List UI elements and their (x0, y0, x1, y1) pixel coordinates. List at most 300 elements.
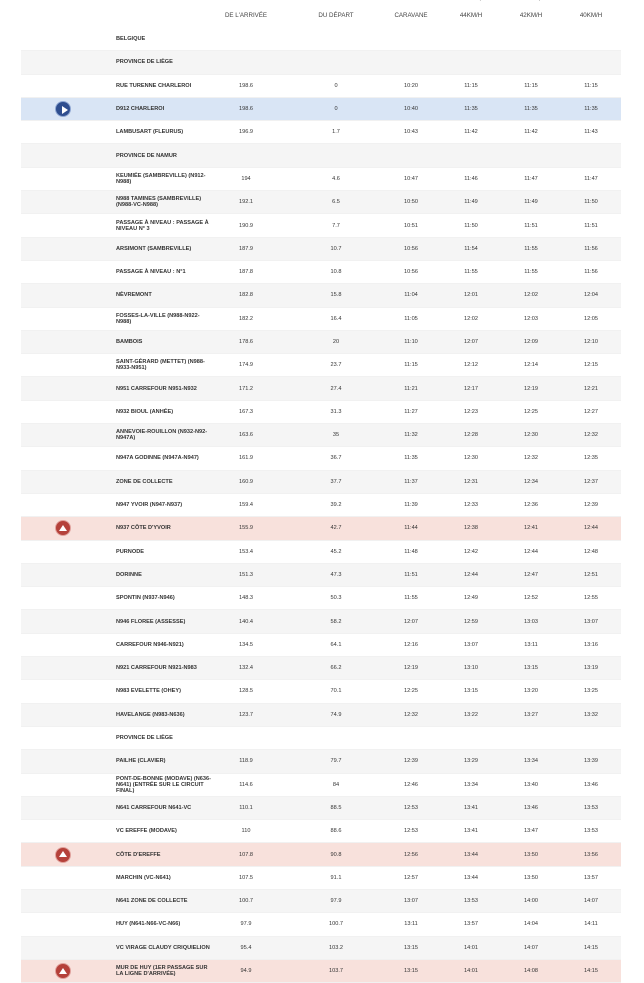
place-name: PROVINCE DE LIÈGE (116, 735, 173, 742)
time-44kmh: 12:12 (464, 362, 478, 369)
table-row (21, 820, 621, 843)
time-caravane: 11:35 (404, 455, 418, 462)
dist-depart: 103.2 (329, 944, 343, 951)
place-name: ANNEVOIE-ROUILLON (N932-N92-N947A) (116, 429, 208, 442)
dist-depart: 103.7 (329, 968, 343, 975)
time-40kmh: 12:32 (584, 432, 598, 439)
table-row (21, 354, 621, 377)
table-row (21, 890, 621, 913)
time-40kmh: 14:15 (584, 944, 598, 951)
dist-depart: 100.7 (329, 921, 343, 928)
dist-arrivee: 123.7 (239, 711, 253, 718)
time-caravane: 12:19 (404, 665, 418, 672)
time-44kmh: 11:46 (464, 175, 478, 182)
table-row (21, 774, 621, 797)
place-name: MUR DE HUY (1ER PASSAGE SUR LA LIGNE D'ARRIVÉE) (116, 965, 208, 978)
dist-arrivee (216, 51, 276, 73)
time-44kmh: 13:34 (464, 781, 478, 788)
time-40kmh: 11:50 (584, 199, 598, 206)
table-row (21, 424, 621, 447)
time-caravane: 10:20 (404, 82, 418, 89)
time-42kmh: 13:15 (524, 665, 538, 672)
col-44kmh-header: 44KM/H (459, 12, 483, 19)
place-name: N951 CARREFOUR N951-N932 (116, 385, 197, 392)
table-row (21, 144, 621, 167)
dist-arrivee: 160.9 (239, 478, 253, 485)
time-caravane: 10:47 (404, 175, 418, 182)
dist-depart: 97.9 (330, 898, 342, 905)
time-42kmh: 11:42 (524, 129, 538, 136)
time-caravane: 11:39 (404, 502, 418, 509)
time-caravane: 11:32 (404, 432, 418, 439)
place-name: N921 CARREFOUR N921-N983 (116, 665, 197, 672)
time-caravane: 12:07 (404, 618, 418, 625)
dist-depart: 10.8 (330, 269, 342, 276)
time-42kmh: 12:44 (524, 548, 538, 555)
time-44kmh: 11:42 (464, 129, 478, 136)
time-42kmh: 14:07 (524, 944, 538, 951)
dist-arrivee: 140.4 (239, 618, 253, 625)
dist-depart: 64.1 (330, 641, 342, 648)
time-44kmh: 12:17 (464, 385, 478, 392)
dist-depart: 31.3 (330, 408, 342, 415)
time-44kmh: 13:53 (464, 898, 478, 905)
time-40kmh: 12:27 (584, 408, 598, 415)
time-42kmh: 11:35 (524, 106, 538, 113)
time-40kmh: 12:04 (584, 292, 598, 299)
dist-depart: 0 (334, 106, 338, 113)
table-row (21, 51, 621, 74)
time-42kmh: 12:09 (524, 339, 538, 345)
dist-arrivee: 171.2 (239, 385, 253, 392)
time-40kmh: 12:51 (584, 571, 598, 578)
table-row (21, 238, 621, 261)
time-caravane: 11:48 (404, 548, 418, 555)
time-44kmh: 11:55 (464, 269, 478, 276)
table-row (21, 401, 621, 424)
col-42kmh-header: 42KM/H (519, 12, 543, 19)
time-caravane (381, 144, 441, 166)
place-name: N946 FLOREE (ASSESSE) (116, 618, 186, 625)
time-40kmh: 13:07 (584, 618, 598, 625)
dist-depart (306, 727, 366, 749)
time-40kmh: 12:10 (584, 339, 598, 345)
time-caravane: 11:55 (404, 595, 418, 602)
time-44kmh: 11:15 (464, 82, 478, 89)
time-caravane (381, 727, 441, 749)
time-40kmh (561, 51, 621, 73)
time-42kmh (501, 28, 561, 50)
time-caravane: 12:32 (404, 711, 418, 718)
timetable-rows (21, 28, 621, 983)
table-row (21, 680, 621, 703)
time-40kmh: 12:48 (584, 548, 598, 555)
dist-depart: 66.2 (330, 665, 342, 672)
time-40kmh: 11:43 (584, 129, 598, 136)
time-44kmh: 14:01 (464, 944, 478, 951)
time-40kmh: 12:21 (584, 385, 598, 392)
table-row (21, 587, 621, 610)
time-44kmh: 13:10 (464, 665, 478, 672)
place-name: HUY (N641-N66-VC-N66) (116, 921, 181, 928)
time-caravane: 10:40 (404, 106, 418, 113)
place-name: SAINT-GÉRARD (METTET) (N988-N933-N951) (116, 359, 205, 372)
time-42kmh: 13:40 (524, 781, 538, 788)
table-row (21, 191, 621, 214)
col-arrivee-header: DE L'ARRIVÉE (224, 12, 268, 19)
dist-depart: 39.2 (330, 502, 342, 509)
place-name: RUE TURENNE CHARLEROI (116, 82, 192, 89)
dist-depart (306, 144, 366, 166)
time-44kmh: 13:44 (464, 851, 478, 858)
time-42kmh: 14:08 (524, 968, 538, 975)
time-42kmh: 13:20 (524, 688, 538, 695)
dist-arrivee: 134.5 (239, 641, 253, 648)
time-44kmh: 12:44 (464, 571, 478, 578)
time-42kmh: 12:25 (524, 408, 538, 415)
place-name: N641 ZONE DE COLLECTE (116, 898, 188, 905)
time-44kmh: 13:57 (464, 921, 478, 928)
time-44kmh: 13:41 (464, 828, 478, 835)
dist-arrivee: 153.4 (239, 548, 253, 555)
dist-depart: 88.5 (330, 804, 342, 811)
time-caravane: 13:15 (404, 968, 418, 975)
table-row (21, 867, 621, 890)
time-40kmh: 14:07 (584, 898, 598, 905)
time-40kmh: 11:35 (584, 106, 598, 113)
dist-depart: 0 (334, 82, 338, 89)
dist-depart: 88.6 (330, 828, 342, 835)
time-42kmh: 13:34 (524, 758, 538, 765)
dist-depart: 70.1 (330, 688, 342, 695)
place-name: N983 EVELETTE (OHEY) (116, 688, 181, 695)
time-42kmh: 13:03 (524, 618, 538, 625)
place-name: SPONTIN (N937-N946) (116, 595, 175, 602)
time-caravane: 12:56 (404, 851, 418, 858)
dist-arrivee: 190.9 (239, 222, 253, 229)
dist-depart: 45.2 (330, 548, 342, 555)
place-name: KEUMIÉE (SAMBREVILLE) (N912-N988) (116, 172, 206, 185)
time-42kmh: 12:36 (524, 502, 538, 509)
dist-depart: 36.7 (330, 455, 342, 462)
time-44kmh: 12:33 (464, 502, 478, 509)
time-44kmh: 12:02 (464, 315, 478, 322)
dist-arrivee: 187.8 (239, 269, 253, 276)
place-name: MARCHIN (VC-N641) (116, 874, 171, 881)
dist-arrivee (216, 144, 276, 166)
place-name: VC VIRAGE CLAUDY CRIQUIELION (116, 944, 210, 951)
dist-depart: 35 (332, 432, 340, 439)
place-name: FOSSES-LA-VILLE (N988-N922-N988) (116, 312, 200, 325)
time-40kmh: 13:25 (584, 688, 598, 695)
time-caravane (381, 28, 441, 50)
table-row (21, 913, 621, 936)
table-row (21, 517, 621, 540)
place-name: CÔTE D'EREFFE (116, 851, 161, 858)
place-name: N641 CARREFOUR N641-VC (116, 804, 192, 811)
dist-arrivee: 182.2 (239, 315, 253, 322)
time-44kmh: 12:07 (464, 339, 478, 345)
table-row (21, 657, 621, 680)
time-42kmh: 12:19 (524, 385, 538, 392)
table-row (21, 610, 621, 633)
time-caravane: 11:37 (404, 478, 418, 485)
dist-arrivee (216, 28, 276, 50)
dist-arrivee: 110.1 (239, 804, 253, 811)
time-44kmh: 12:31 (464, 478, 478, 485)
time-44kmh: 12:42 (464, 548, 478, 555)
time-42kmh: 13:11 (524, 641, 538, 648)
time-40kmh: 12:39 (584, 502, 598, 509)
dist-arrivee: 198.6 (239, 82, 253, 89)
time-42kmh: 13:50 (524, 851, 538, 858)
time-40kmh: 13:53 (584, 804, 598, 811)
table-row (21, 447, 621, 470)
time-44kmh: 12:23 (464, 408, 478, 415)
time-caravane: 13:07 (404, 898, 418, 905)
time-42kmh (501, 727, 561, 749)
dist-depart: 15.8 (330, 292, 342, 299)
table-row (21, 121, 621, 144)
time-caravane: 12:53 (404, 828, 418, 835)
place-name: PAILHE (CLAVIER) (116, 758, 166, 765)
dist-depart: 10.7 (330, 245, 342, 252)
dist-arrivee: 100.7 (239, 898, 253, 905)
time-40kmh: 13:57 (584, 874, 598, 881)
time-42kmh: 12:30 (524, 432, 538, 439)
time-44kmh (441, 144, 501, 166)
time-caravane: 12:46 (404, 781, 418, 788)
dist-arrivee: 159.4 (239, 502, 253, 509)
time-42kmh: 12:02 (524, 292, 538, 299)
time-42kmh: 12:34 (524, 478, 538, 485)
dist-arrivee: 97.9 (240, 921, 252, 928)
dist-arrivee: 174.9 (239, 362, 253, 369)
time-40kmh: 12:44 (584, 525, 598, 532)
table-row (21, 98, 621, 121)
time-42kmh: 11:51 (524, 222, 538, 229)
table-row (21, 960, 621, 983)
dist-arrivee: 128.5 (239, 688, 253, 695)
time-40kmh: 11:56 (584, 245, 598, 252)
climb-icon (55, 963, 71, 979)
dist-arrivee: 194 (241, 175, 251, 182)
dist-arrivee: 192.1 (239, 199, 253, 206)
dist-arrivee: 94.9 (240, 968, 252, 975)
time-caravane: 10:56 (404, 245, 418, 252)
place-name: ARSIMONT (SAMBREVILLE) (116, 245, 192, 252)
dist-arrivee: 187.9 (239, 245, 253, 252)
dist-arrivee: 161.9 (239, 455, 253, 462)
time-caravane: 11:10 (404, 339, 418, 345)
dist-arrivee: 163.6 (239, 432, 253, 439)
dist-depart: 16.4 (330, 315, 342, 322)
dist-depart (306, 51, 366, 73)
time-42kmh: 12:03 (524, 315, 538, 322)
table-row (21, 377, 621, 400)
dist-arrivee: 178.6 (239, 339, 253, 345)
time-44kmh: 14:01 (464, 968, 478, 975)
table-header (0, 0, 644, 28)
time-40kmh: 13:39 (584, 758, 598, 765)
table-row (21, 168, 621, 191)
time-caravane: 12:39 (404, 758, 418, 765)
place-name: BAMBOIS (116, 339, 143, 345)
time-44kmh: 11:50 (464, 222, 478, 229)
time-40kmh: 12:15 (584, 362, 598, 369)
time-42kmh: 14:00 (524, 898, 538, 905)
dist-arrivee: 107.8 (239, 851, 253, 858)
time-40kmh: 11:15 (584, 82, 598, 89)
time-caravane: 12:25 (404, 688, 418, 695)
table-row (21, 704, 621, 727)
table-row (21, 28, 621, 51)
dist-depart: 27.4 (330, 385, 342, 392)
dist-depart: 4.6 (332, 175, 340, 182)
col-40kmh-header: 40KM/H (579, 12, 603, 19)
place-name: PROVINCE DE LIÈGE (116, 59, 173, 66)
time-44kmh: 12:28 (464, 432, 478, 439)
time-caravane (381, 51, 441, 73)
time-40kmh: 11:47 (584, 175, 598, 182)
time-caravane: 11:44 (404, 525, 418, 532)
dist-depart: 23.7 (330, 362, 342, 369)
table-row (21, 214, 621, 237)
col-caravane-header: CARAVANE (394, 12, 428, 19)
place-name: PASSAGE À NIVEAU : N°1 (116, 269, 186, 276)
dist-arrivee: 114.6 (239, 781, 253, 788)
start-play-icon[interactable] (55, 101, 71, 117)
time-caravane: 11:51 (404, 571, 418, 578)
time-40kmh: 13:46 (584, 781, 598, 788)
table-row (21, 797, 621, 820)
dist-depart: 20 (332, 339, 340, 345)
dist-depart: 79.7 (330, 758, 342, 765)
time-40kmh: 12:05 (584, 315, 598, 322)
dist-arrivee: 118.9 (239, 758, 253, 765)
dist-depart: 91.1 (330, 874, 342, 881)
time-44kmh: 11:54 (464, 245, 478, 252)
table-row (21, 541, 621, 564)
dist-arrivee: 196.9 (239, 129, 253, 136)
time-40kmh (561, 144, 621, 166)
time-40kmh: 13:19 (584, 665, 598, 672)
time-44kmh: 13:15 (464, 688, 478, 695)
time-caravane: 11:27 (404, 408, 418, 415)
time-40kmh: 12:35 (584, 455, 598, 462)
time-42kmh: 14:04 (524, 921, 538, 928)
time-42kmh: 13:46 (524, 804, 538, 811)
time-40kmh: 13:32 (584, 711, 598, 718)
time-44kmh: 13:07 (464, 641, 478, 648)
time-40kmh: 13:16 (584, 641, 598, 648)
time-44kmh: 12:49 (464, 595, 478, 602)
place-name: PASSAGE À NIVEAU : PASSAGE À NIVEAU N° 3 (116, 219, 209, 232)
place-name: PROVINCE DE NAMUR (116, 152, 177, 159)
dist-arrivee: 182.8 (239, 292, 253, 299)
time-42kmh: 12:47 (524, 571, 538, 578)
dist-arrivee: 167.3 (239, 408, 253, 415)
table-row (21, 564, 621, 587)
table-row (21, 75, 621, 98)
dist-depart: 58.2 (330, 618, 342, 625)
time-caravane: 10:50 (404, 199, 418, 206)
dist-depart: 50.3 (330, 595, 342, 602)
table-row (21, 727, 621, 750)
time-caravane: 13:15 (404, 944, 418, 951)
time-caravane: 11:04 (404, 292, 418, 299)
dist-depart: 47.3 (330, 571, 342, 578)
dist-arrivee: 198.6 (239, 106, 253, 113)
time-44kmh: 13:44 (464, 874, 478, 881)
climb-icon (55, 847, 71, 863)
time-44kmh: 11:35 (464, 106, 478, 113)
table-row (21, 494, 621, 517)
place-name: PURNODE (116, 548, 144, 555)
dist-depart: 37.7 (330, 478, 342, 485)
time-caravane: 12:53 (404, 804, 418, 811)
time-44kmh: 12:01 (464, 292, 478, 299)
time-44kmh (441, 28, 501, 50)
time-caravane: 11:05 (404, 315, 418, 322)
time-42kmh: 11:55 (524, 245, 538, 252)
col-depart-header: DU DÉPART (318, 12, 354, 19)
time-42kmh (501, 51, 561, 73)
time-40kmh: 13:53 (584, 828, 598, 835)
place-name: LAMBUSART (FLEURUS) (116, 129, 184, 136)
time-44kmh (441, 51, 501, 73)
place-name: VC EREFFE (MODAVE) (116, 828, 177, 835)
dist-depart: 1.7 (332, 129, 340, 136)
time-40kmh: 11:51 (584, 222, 598, 229)
time-42kmh: 12:41 (524, 525, 538, 532)
time-42kmh: 12:14 (524, 362, 538, 369)
time-42kmh (501, 144, 561, 166)
time-caravane: 11:21 (404, 385, 418, 392)
place-name: PONT-DE-BONNE (MODAVE) (N636-N641) (ENTRÉE SUR LE CIRCUIT FINAL) (116, 775, 211, 794)
table-row (21, 331, 621, 354)
time-caravane: 11:15 (404, 362, 418, 369)
time-42kmh: 11:47 (524, 175, 538, 182)
table-row (21, 634, 621, 657)
dist-arrivee: 148.3 (239, 595, 253, 602)
dist-depart: 90.8 (330, 851, 342, 858)
time-caravane: 10:56 (404, 269, 418, 276)
time-44kmh: 13:29 (464, 758, 478, 765)
table-row (21, 937, 621, 960)
place-name: D912 CHARLEROI (116, 106, 165, 113)
table-row (21, 750, 621, 773)
dist-depart: 74.9 (330, 711, 342, 718)
dist-arrivee: 110 (241, 828, 251, 835)
dist-depart (306, 28, 366, 50)
dist-arrivee: 107.5 (239, 874, 253, 881)
time-zone-caption (445, 0, 575, 1)
time-44kmh: 13:22 (464, 711, 478, 718)
time-caravane: 13:11 (404, 921, 418, 928)
time-40kmh: 12:37 (584, 478, 598, 485)
time-44kmh: 11:49 (464, 199, 478, 206)
table-row (21, 471, 621, 494)
time-caravane: 10:43 (404, 129, 418, 136)
time-caravane: 12:57 (404, 874, 418, 881)
time-44kmh: 12:59 (464, 618, 478, 625)
dist-arrivee: 95.4 (240, 944, 252, 951)
time-44kmh: 12:38 (464, 525, 478, 532)
time-42kmh: 13:50 (524, 874, 538, 881)
place-name: N937 CÔTE D'YVOIR (116, 525, 171, 532)
table-row (21, 843, 621, 866)
